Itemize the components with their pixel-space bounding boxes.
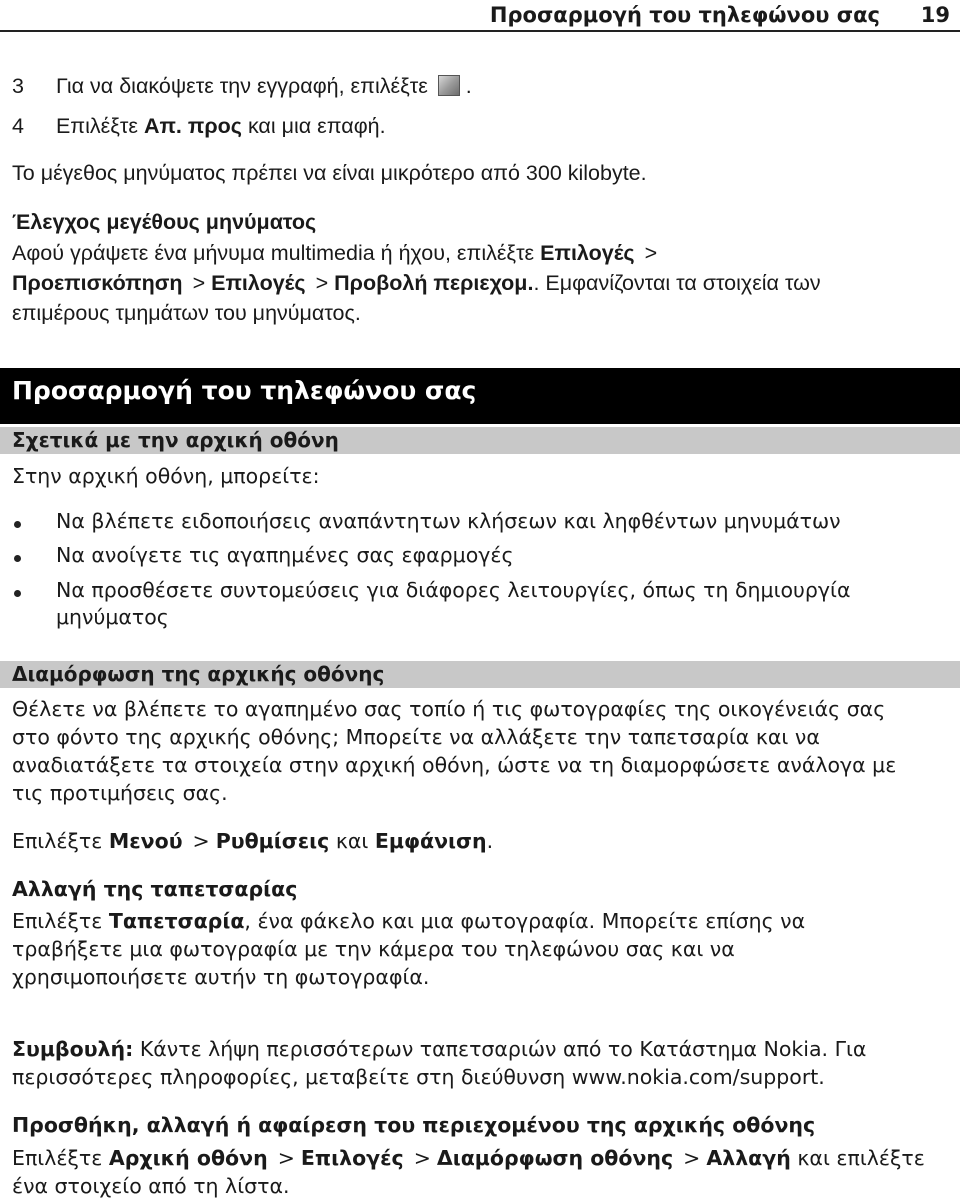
step-3-number: 3: [12, 74, 24, 98]
check-size-line-3: επιμέρους τμημάτων του μηνύματος.: [12, 301, 361, 325]
step-4-number: 4: [12, 114, 24, 138]
content-heading: Προσθήκη, αλλαγή ή αφαίρεση του περιεχομένου της αρχικής οθόνης: [12, 1113, 816, 1137]
step-3-end: .: [465, 74, 472, 98]
home-screen-label: Αρχική οθόνη: [108, 1146, 268, 1170]
menu-label: Μενού: [108, 829, 183, 853]
personalize-line: στο φόντο της αρχικής οθόνης; Μπορείτε να αλλάξετε την ταπετσαρία και να: [12, 725, 820, 749]
step-3: [12, 74, 472, 99]
breadcrumb-arrow: >: [644, 241, 658, 265]
settings-label: Ρυθμίσεις: [215, 829, 330, 853]
breadcrumb-arrow: >: [413, 1146, 431, 1170]
tip-line-2: περισσότερες πληροφορίες, μεταβείτε στη διεύθυνση www.nokia.com/support.: [12, 1065, 825, 1089]
check-size-line-2-post: . Εμφανίζονται τα στοιχεία των: [533, 271, 821, 295]
preview-label: Προεπισκόπηση: [12, 271, 183, 295]
breadcrumb-arrow: >: [315, 271, 329, 295]
breadcrumb-arrow: >: [192, 829, 210, 853]
select-text: Επιλέξτε: [12, 909, 103, 933]
tip-text: Κάντε λήψη περισσότερων ταπετσαριών από το Κατάστημα Nokia. Για: [133, 1037, 867, 1061]
chapter-heading-bar: [0, 368, 960, 424]
personalize-instruction: [12, 829, 493, 853]
personalize-line: αναδιατάξετε τα στοιχεία στην αρχική οθόνη, ώστε να τη διαμορφώσετε ανάλογα με: [12, 753, 897, 777]
change-label: Αλλαγή: [706, 1146, 791, 1170]
period: .: [486, 829, 494, 853]
bullet-item-continued: μηνύματος: [56, 605, 169, 629]
size-note: Το μέγεθος μηνύματος πρέπει να είναι μικρότερο από 300 kilobyte.: [12, 161, 647, 185]
breadcrumb-arrow: >: [192, 271, 206, 295]
bullet-icon: [14, 590, 21, 597]
check-size-heading: Έλεγχος μεγέθους μηνύματος: [12, 210, 317, 234]
tip-line-1: [12, 1037, 866, 1061]
step-4: [12, 114, 386, 139]
check-size-line-1: [12, 241, 663, 266]
wallpaper-line-1: [12, 909, 805, 933]
select-text: Επιλέξτε: [12, 829, 103, 853]
about-heading-bar: [0, 427, 960, 454]
wallpaper-line-3: χρησιμοποιήσετε αυτήν τη φωτογραφία.: [12, 965, 430, 989]
step-4-recipient: Απ. προς: [143, 114, 242, 138]
personalize-heading: Διαμόρφωση της αρχικής οθόνης: [12, 662, 385, 686]
select-text: Επιλέξτε: [12, 1146, 103, 1170]
view-contents-label: Προβολή περιεχομ.: [334, 271, 534, 295]
breadcrumb-arrow: >: [277, 1146, 295, 1170]
options-label: Επιλογές: [211, 271, 306, 295]
bullet-icon: [14, 521, 21, 528]
content-line-2: ένα στοιχείο από τη λίστα.: [12, 1174, 290, 1198]
options-label: Επιλογές: [540, 241, 635, 265]
step-4-post: και μια επαφή.: [247, 114, 386, 138]
page-number: 19: [920, 3, 950, 27]
running-header-title: Προσαρμογή του τηλεφώνου σας: [489, 3, 880, 27]
personalize-heading-bar: [0, 661, 960, 688]
stop-icon: [438, 75, 460, 96]
tip-label: Συμβουλή:: [12, 1037, 134, 1061]
and-text: και: [335, 829, 369, 853]
wallpaper-line-1-post: , ένα φάκελο και μια φωτογραφία. Μπορείτε επίσης να: [244, 909, 806, 933]
bullet-item: Να προσθέσετε συντομεύσεις για διάφορες λειτουργίες, όπως τη δημιουργία: [56, 578, 851, 602]
personalize-line: τις προτιμήσεις σας.: [12, 781, 228, 805]
options-label: Επιλογές: [300, 1146, 404, 1170]
about-heading: Σχετικά με την αρχική οθόνη: [12, 428, 339, 452]
content-line-1: [12, 1146, 925, 1170]
chapter-title: Προσαρμογή του τηλεφώνου σας: [12, 376, 477, 405]
step-4-pre: Επιλέξτε: [55, 114, 138, 138]
wallpaper-heading: Αλλαγή της ταπετσαρίας: [12, 877, 298, 901]
themes-label: Εμφάνιση: [374, 829, 487, 853]
content-line-1-post: και επιλέξτε: [797, 1146, 925, 1170]
running-header: [0, 0, 960, 32]
wallpaper-line-2: τραβήξετε μια φωτογραφία με την κάμερα του τηλεφώνου σας και να: [12, 937, 735, 961]
check-size-line-2: [12, 271, 821, 296]
bullet-item: Να βλέπετε ειδοποιήσεις αναπάντητων κλήσεων και ληφθέντων μηνυμάτων: [56, 509, 841, 533]
personalize-line: Θέλετε να βλέπετε το αγαπημένο σας τοπίο ή τις φωτογραφίες της οικογένειάς σας: [12, 697, 886, 721]
wallpaper-label: Ταπετσαρία: [108, 909, 245, 933]
bullet-icon: [14, 555, 21, 562]
personalize-view-label: Διαμόρφωση οθόνης: [436, 1146, 674, 1170]
bullet-item: Να ανοίγετε τις αγαπημένες σας εφαρμογές: [56, 543, 514, 567]
step-3-text: Για να διακόψετε την εγγραφή, επιλέξτε: [55, 74, 428, 98]
breadcrumb-arrow: >: [683, 1146, 701, 1170]
about-intro: Στην αρχική οθόνη, μπορείτε:: [12, 464, 320, 488]
check-size-text: Αφού γράψετε ένα μήνυμα multimedia ή ήχου, επιλέξτε: [12, 241, 535, 265]
